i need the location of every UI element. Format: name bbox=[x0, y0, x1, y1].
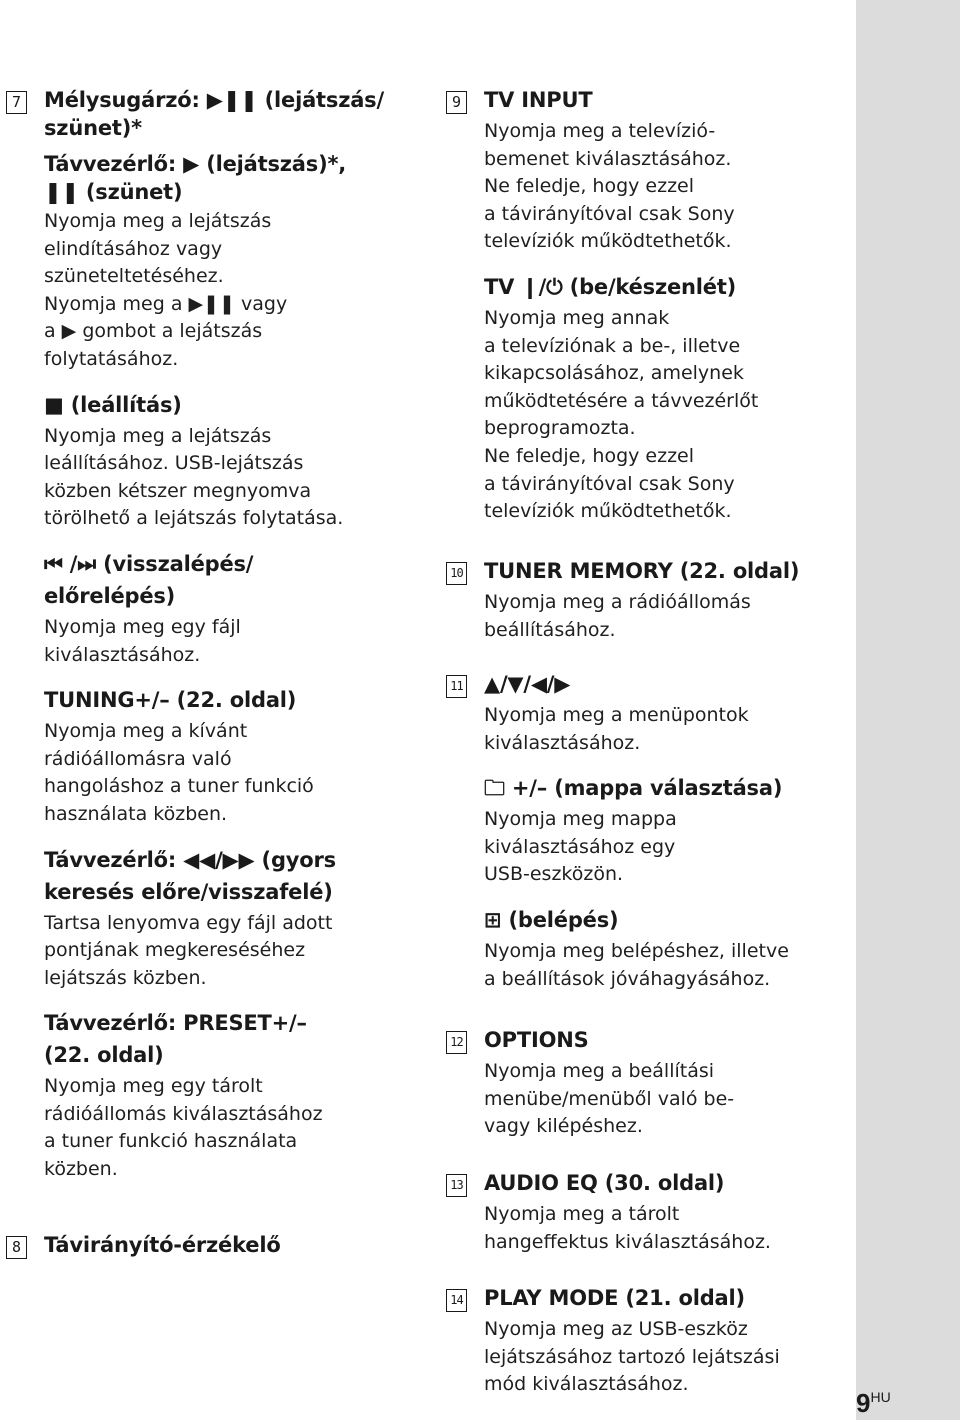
page-number bbox=[856, 1388, 891, 1419]
paragraph-line: használata közben. bbox=[44, 802, 228, 825]
paragraph-line: hangoláshoz a tuner funkció bbox=[44, 775, 314, 798]
heading: keresés előre/visszafelé) bbox=[44, 879, 333, 904]
heading: Távirányító-érzékelő bbox=[44, 1233, 281, 1257]
paragraph-line: Nyomja meg a lejátszás bbox=[44, 424, 272, 447]
paragraph-line: Nyomja meg a tárolt bbox=[484, 1203, 680, 1225]
item-number-badge: 8 bbox=[6, 1236, 27, 1259]
heading: Mélysugárzó: ▶❚❚ (lejátszás/ bbox=[44, 88, 384, 112]
paragraph-line: Ne feledje, hogy ezzel bbox=[484, 175, 695, 198]
item-number-badge: 9 bbox=[446, 91, 467, 114]
heading: ■ (leállítás) bbox=[44, 392, 182, 417]
item-11-content bbox=[484, 670, 864, 993]
heading: OPTIONS bbox=[484, 1028, 589, 1052]
paragraph-line: Nyomja meg a ▶❚❚ vagy bbox=[44, 292, 288, 315]
heading: PLAY MODE (21. oldal) bbox=[484, 1286, 745, 1310]
item-10-content bbox=[484, 557, 864, 644]
paragraph-line: közben kétszer megnyomva bbox=[44, 479, 312, 502]
heading: TV ❙/⏻ (be/készenlét) bbox=[484, 274, 737, 299]
paragraph-line: USB-eszközön. bbox=[484, 863, 624, 886]
paragraph-line: Nyomja meg a kívánt bbox=[44, 720, 248, 743]
paragraph-line: folytatásához. bbox=[44, 347, 179, 370]
heading: TUNING+/– (22. oldal) bbox=[44, 688, 297, 713]
item-9-content bbox=[484, 86, 864, 526]
paragraph-line: Nyomja meg egy fájl bbox=[44, 615, 241, 638]
paragraph-line: hangeffektus kiválasztásához. bbox=[484, 1230, 771, 1253]
heading: ⊞ (belépés) bbox=[484, 907, 619, 932]
paragraph-line: kiválasztásához egy bbox=[484, 835, 676, 858]
paragraph-line: Nyomja meg a televízió- bbox=[484, 120, 716, 142]
paragraph-line: vagy kilépéshez. bbox=[484, 1115, 643, 1138]
paragraph-line: pontjának megkereséséhez bbox=[44, 939, 306, 962]
page-side-band bbox=[856, 0, 960, 1420]
paragraph-line: mód kiválasztásához. bbox=[484, 1373, 689, 1396]
paragraph-line: Nyomja meg a menüpontok bbox=[484, 704, 749, 726]
paragraph-line: lejátszás közben. bbox=[44, 966, 207, 989]
paragraph-line: a televíziónak a be-, illetve bbox=[484, 334, 741, 357]
page-language-code: HU bbox=[870, 1389, 891, 1405]
item-12-content bbox=[484, 1026, 864, 1141]
item-number-badge: 12 bbox=[446, 1031, 467, 1054]
paragraph-line: Nyomja meg egy tárolt bbox=[44, 1075, 263, 1098]
heading: TUNER MEMORY (22. oldal) bbox=[484, 559, 800, 583]
heading: ❚❚ (szünet) bbox=[44, 180, 183, 204]
paragraph-line: rádióállomásra való bbox=[44, 747, 232, 770]
paragraph-line: beállításához. bbox=[484, 618, 616, 641]
item-number-badge: 7 bbox=[6, 91, 27, 114]
heading: AUDIO EQ (30. oldal) bbox=[484, 1171, 725, 1195]
paragraph-line: Nyomja meg a beállítási bbox=[484, 1060, 715, 1082]
heading: Távvezérlő: ▶ (lejátszás)*, bbox=[44, 152, 347, 176]
paragraph-line: Nyomja meg annak bbox=[484, 306, 670, 329]
paragraph-line: a távirányítóval csak Sony bbox=[484, 202, 735, 225]
paragraph-line: rádióállomás kiválasztásához bbox=[44, 1102, 323, 1125]
item-8-content bbox=[44, 1231, 424, 1259]
paragraph-line: televíziók működtethetők. bbox=[484, 500, 732, 523]
paragraph-line: elindításához vagy bbox=[44, 237, 223, 260]
paragraph-line: Nyomja meg a rádióállomás bbox=[484, 591, 751, 613]
heading: ▲/▼/◀/▶ bbox=[484, 672, 571, 696]
paragraph-line: Nyomja meg a lejátszás bbox=[44, 210, 272, 232]
paragraph-line: a ▶ gombot a lejátszás bbox=[44, 320, 263, 343]
paragraph-line: kikapcsolásához, amelynek bbox=[484, 362, 744, 385]
paragraph-line: Nyomja meg belépéshez, illetve bbox=[484, 939, 789, 962]
paragraph-line: a beállítások jóváhagyásához. bbox=[484, 967, 771, 990]
paragraph-line: lejátszásához tartozó lejátszási bbox=[484, 1345, 780, 1368]
item-number-badge: 13 bbox=[446, 1174, 467, 1197]
paragraph-line: televíziók működtethetők. bbox=[484, 230, 732, 253]
item-number-badge: 14 bbox=[446, 1289, 467, 1312]
paragraph-line: kiválasztásához. bbox=[484, 731, 641, 754]
item-13-content bbox=[484, 1169, 864, 1256]
heading: (22. oldal) bbox=[44, 1043, 164, 1068]
paragraph-line: működtetésére a távvezérlőt bbox=[484, 389, 759, 412]
paragraph-line: leállításához. USB-lejátszás bbox=[44, 452, 304, 475]
item-14-content bbox=[484, 1284, 864, 1399]
paragraph-line: szüneteltetéséhez. bbox=[44, 265, 224, 288]
paragraph-line: a tuner funkció használata bbox=[44, 1130, 298, 1153]
item-7-content bbox=[44, 86, 424, 1184]
heading: ⏮ /⏭ (visszalépés/ bbox=[44, 551, 254, 576]
page-number-value: 9 bbox=[856, 1388, 871, 1418]
heading: szünet)* bbox=[44, 116, 142, 140]
paragraph-line: menübe/menüből való be- bbox=[484, 1087, 735, 1110]
paragraph-line: közben. bbox=[44, 1158, 118, 1181]
heading: Távvezérlő: PRESET+/– bbox=[44, 1011, 307, 1036]
paragraph-line: törölhető a lejátszás folytatása. bbox=[44, 507, 344, 530]
paragraph-line: bemenet kiválasztásához. bbox=[484, 147, 732, 170]
heading: előrelépés) bbox=[44, 583, 176, 608]
paragraph-line: Ne feledje, hogy ezzel bbox=[484, 444, 695, 467]
heading: TV INPUT bbox=[484, 88, 593, 112]
heading: Távvezérlő: ◀◀/▶▶ (gyors bbox=[44, 847, 336, 872]
paragraph-line: beprogramozta. bbox=[484, 417, 636, 440]
paragraph-line: Nyomja meg az USB-eszköz bbox=[484, 1318, 748, 1340]
heading: 🗀 +/– (mappa választása) bbox=[484, 776, 783, 801]
item-number-badge: 10 bbox=[446, 562, 467, 585]
paragraph-line: kiválasztásához. bbox=[44, 643, 201, 666]
item-number-badge: 11 bbox=[446, 675, 467, 698]
paragraph-line: a távirányítóval csak Sony bbox=[484, 472, 735, 495]
paragraph-line: Nyomja meg mappa bbox=[484, 808, 677, 831]
paragraph-line: Tartsa lenyomva egy fájl adott bbox=[44, 911, 333, 934]
